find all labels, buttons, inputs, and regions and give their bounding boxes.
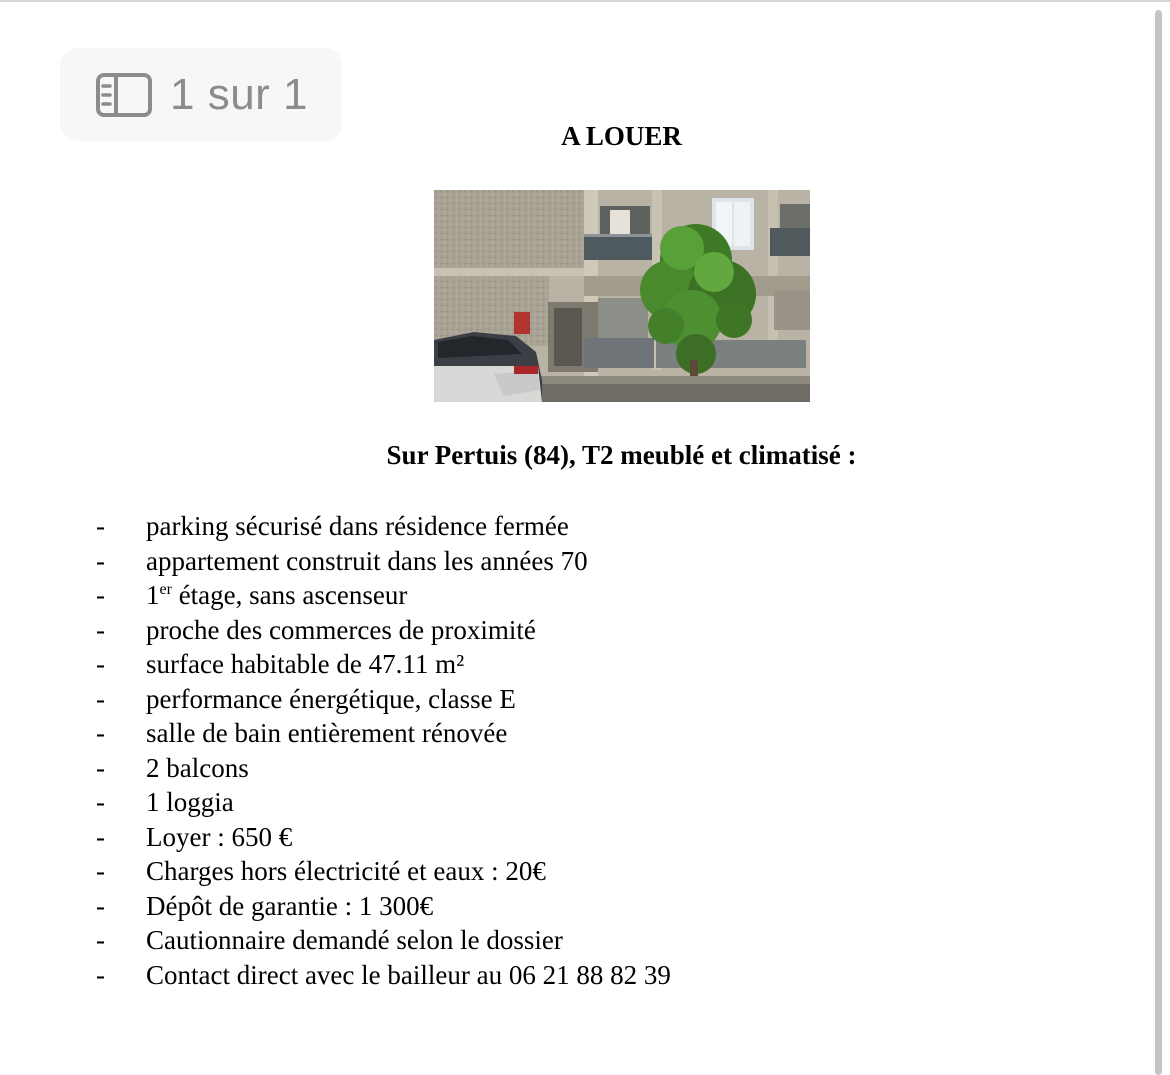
list-item	[96, 613, 671, 648]
bullet-dash: -	[96, 683, 105, 714]
list-item	[96, 647, 671, 682]
document-subtitle: Sur Pertuis (84), T2 meublé et climatisé :	[386, 440, 857, 470]
bullet-dash: -	[96, 856, 105, 886]
list-item-text: Charges hors électricité et eaux : 20€	[146, 856, 546, 886]
list-item-text: salle de bain entièrement rénovée	[146, 718, 508, 748]
list-item-text	[146, 578, 407, 613]
list-item-text: 2 balcons	[146, 752, 249, 783]
bullet-dash: -	[96, 752, 105, 783]
list-item	[96, 682, 671, 717]
list-item	[96, 751, 671, 786]
features-list	[96, 509, 671, 992]
list-item-text: Dépôt de garantie : 1 300€	[146, 890, 434, 921]
bullet-dash: -	[96, 614, 105, 645]
page-indicator-label: 1 sur 1	[170, 69, 309, 119]
bullet-dash: -	[96, 925, 105, 955]
list-item-text: Loyer : 650 €	[146, 821, 293, 852]
list-item-text: performance énergétique, classe E	[146, 683, 516, 714]
bullet-dash: -	[96, 890, 105, 921]
list-item-text: Cautionnaire demandé selon le dossier	[146, 925, 563, 955]
list-item	[96, 716, 671, 751]
bullet-dash: -	[96, 545, 105, 576]
building-photo	[434, 190, 810, 402]
list-item-text: appartement construit dans les années 70	[146, 545, 588, 576]
list-item-text: parking sécurisé dans résidence fermée	[146, 511, 569, 541]
bullet-dash: -	[96, 821, 105, 852]
list-item-text: 1 loggia	[146, 787, 234, 817]
bullet-dash: -	[96, 511, 105, 541]
list-item	[96, 889, 671, 924]
bullet-dash: -	[96, 959, 105, 990]
list-item	[96, 509, 671, 544]
list-item	[96, 544, 671, 579]
list-item-text: surface habitable de 47.11 m²	[146, 649, 465, 679]
ordinal-suffix: er	[159, 581, 172, 598]
sidebar-icon	[96, 73, 152, 117]
list-item-text-rest: étage, sans ascenseur	[171, 580, 408, 610]
viewer-top-border	[0, 0, 1170, 2]
list-item-text: Contact direct avec le bailleur au 06 21 88 82 39	[146, 959, 671, 990]
list-item	[96, 820, 671, 855]
document-title: A LOUER	[561, 121, 682, 151]
ordinal-number: 1	[146, 580, 160, 610]
list-item	[96, 923, 671, 958]
list-item-text: proche des commerces de proximité	[146, 614, 536, 645]
list-item	[96, 958, 671, 993]
vertical-scrollbar[interactable]	[1155, 10, 1162, 1075]
list-item	[96, 854, 671, 889]
list-item	[96, 578, 671, 613]
bullet-dash: -	[96, 718, 105, 748]
bullet-dash: -	[96, 649, 105, 679]
bullet-dash: -	[96, 787, 105, 817]
bullet-dash: -	[96, 580, 105, 610]
list-item	[96, 785, 671, 820]
